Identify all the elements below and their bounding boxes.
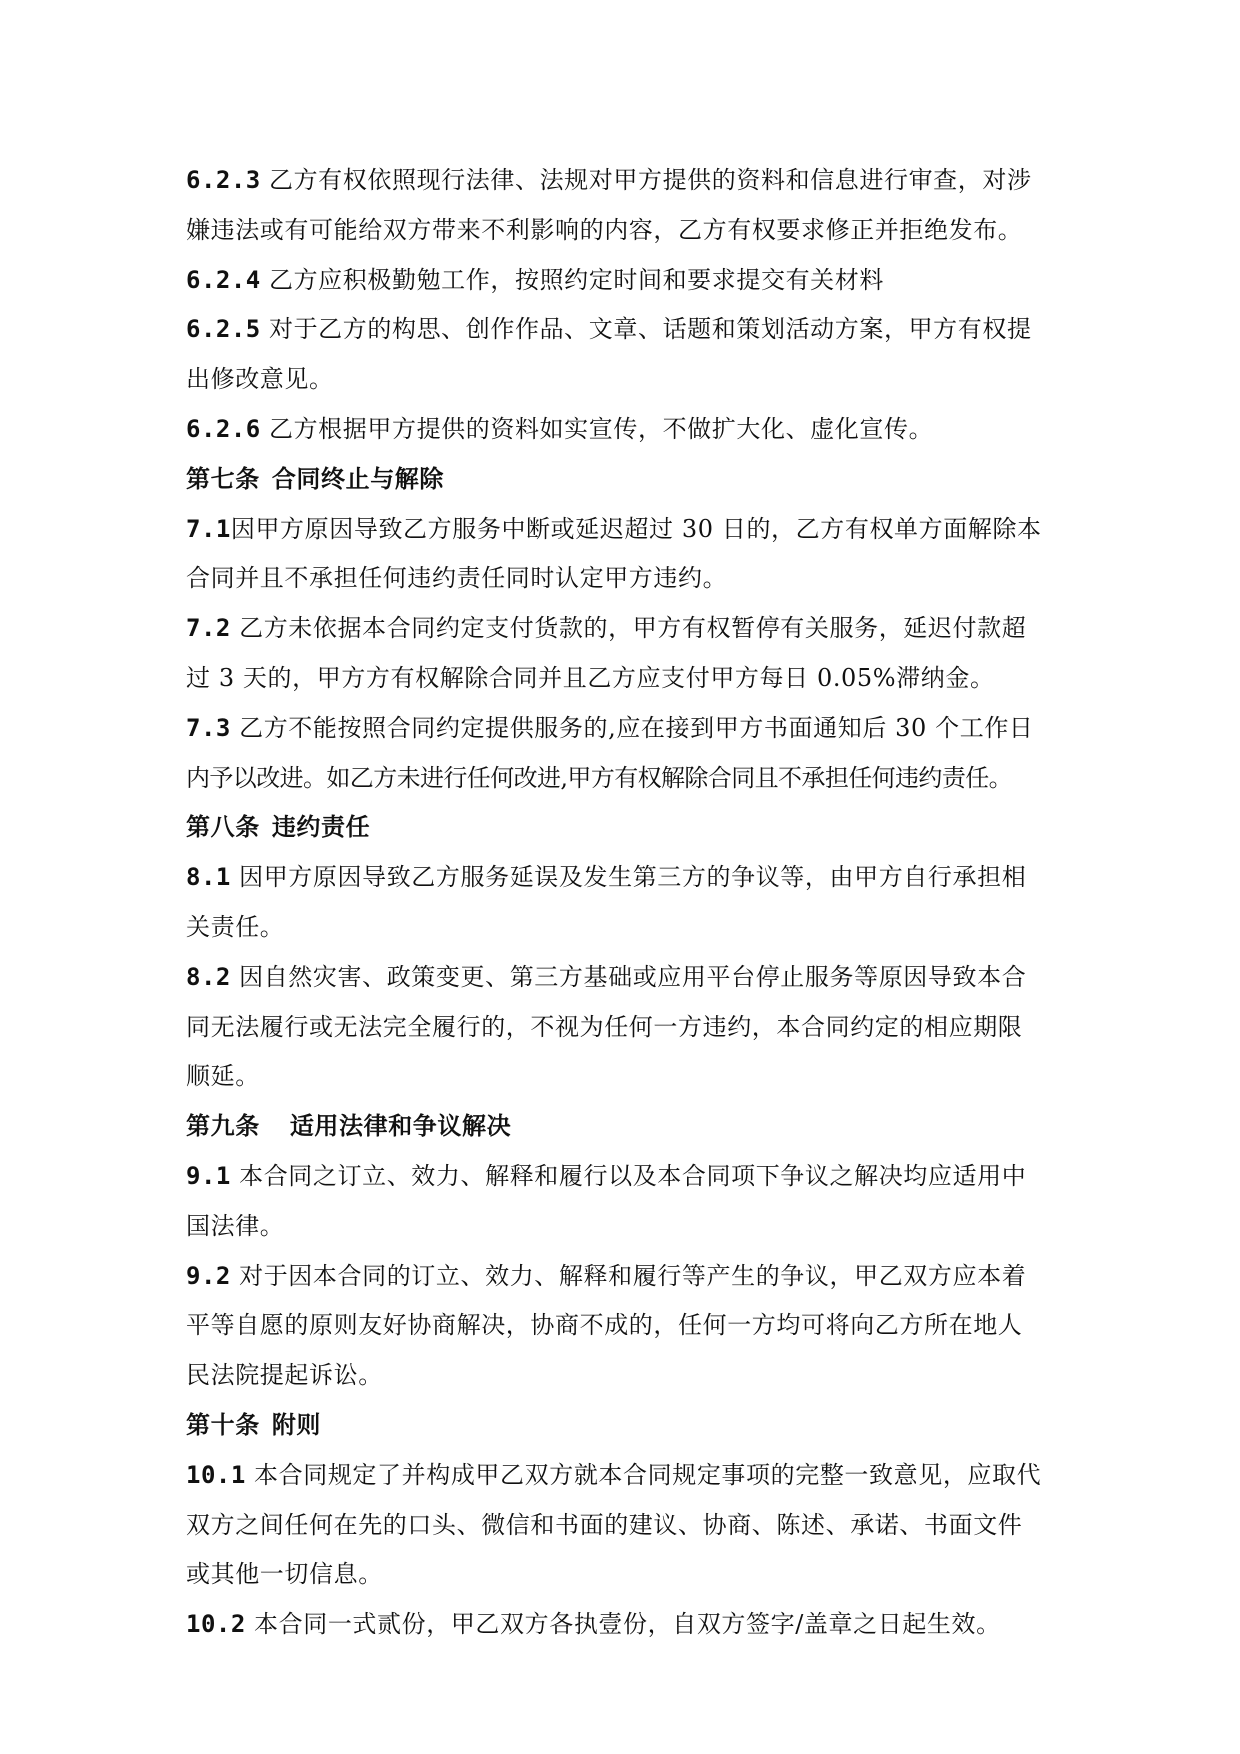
clause-number: 7.2 — [186, 614, 231, 643]
clause-7-2 — [186, 604, 1086, 704]
article-8-heading — [186, 803, 1086, 853]
clause-number: 9.2 — [186, 1261, 231, 1290]
clause-text: 出修改意见。 — [186, 365, 334, 394]
article-7-heading — [186, 455, 1086, 505]
clause-number: 8.2 — [186, 962, 231, 991]
clause-text: 对于乙方的构思、创作作品、文章、话题和策划活动方案，甲方有权提 — [268, 315, 1032, 344]
article-9-heading — [186, 1102, 1086, 1152]
clause-text: 本合同之订立、效力、解释和履行以及本合同项下争议之解决均应适用中 — [239, 1161, 1027, 1190]
clause-text: 国法律。 — [186, 1211, 285, 1240]
clause-7-1 — [186, 505, 1086, 605]
clause-number: 7.1 — [186, 514, 231, 543]
clause-text: 合同并且不承担任何违约责任同时认定甲方违约。 — [186, 564, 728, 593]
clause-9-1 — [186, 1152, 1086, 1252]
clause-text: 乙方有权依照现行法律、法规对甲方提供的资料和信息进行审查，对涉 — [268, 166, 1032, 194]
clause-number: 6.2.3 — [186, 166, 261, 194]
article-title: 违约责任 — [271, 813, 371, 842]
clause-text: 乙方根据甲方提供的资料如实宣传，不做扩大化、虚化宣传。 — [268, 414, 934, 443]
clause-6-2-3 — [186, 156, 1086, 256]
clause-text: 因甲方原因导致乙方服务中断或延迟超过 30 日的，乙方有权单方面解除本 — [230, 514, 1042, 543]
clause-number: 7.3 — [186, 713, 231, 742]
clause-text: 乙方应积极勤勉工作，按照约定时间和要求提交有关材料 — [268, 265, 884, 294]
clause-text: 平等自愿的原则友好协商解决，协商不成的，任何一方均可将向乙方所在地人 — [186, 1311, 1023, 1340]
clause-text: 对于因本合同的订立、效力、解释和履行等产生的争议，甲乙双方应本着 — [239, 1261, 1027, 1290]
article-label: 第七条 — [186, 464, 260, 493]
clause-6-2-4 — [186, 256, 1086, 306]
clause-number: 10.1 — [186, 1460, 246, 1489]
clause-9-2 — [186, 1252, 1086, 1401]
article-label: 第八条 — [186, 813, 260, 842]
clause-number: 6.2.4 — [186, 265, 261, 294]
clause-number: 6.2.5 — [186, 315, 261, 344]
clause-6-2-6 — [186, 405, 1086, 455]
contract-page — [186, 156, 1086, 1650]
clause-6-2-5 — [186, 305, 1086, 405]
clause-text: 顺延。 — [186, 1062, 260, 1091]
clause-number: 10.2 — [186, 1610, 246, 1639]
clause-10-1 — [186, 1451, 1086, 1600]
clause-text: 乙方未依据本合同约定支付货款的，甲方有权暂停有关服务，延迟付款超 — [239, 614, 1027, 643]
clause-number: 8.1 — [186, 863, 231, 892]
clause-number: 6.2.6 — [186, 414, 261, 443]
article-title: 附则 — [271, 1410, 322, 1439]
clause-10-2 — [186, 1600, 1086, 1650]
clause-text: 因甲方原因导致乙方服务延误及发生第三方的争议等，由甲方自行承担相 — [239, 863, 1027, 892]
clause-text: 民法院提起诉讼。 — [186, 1361, 383, 1390]
clause-text: 嫌违法或有可能给双方带来不利影响的内容，乙方有权要求修正并拒绝发布。 — [186, 215, 1023, 244]
clause-8-1 — [186, 853, 1086, 953]
article-label: 第十条 — [186, 1410, 260, 1439]
clause-text: 因自然灾害、政策变更、第三方基础或应用平台停止服务等原因导致本合 — [239, 962, 1027, 991]
article-label: 第九条 — [186, 1112, 260, 1141]
clause-text: 乙方不能按照合同约定提供服务的,应在接到甲方书面通知后 30 个工作日 — [239, 713, 1034, 742]
clause-text: 或其他一切信息。 — [186, 1560, 383, 1589]
clause-text: 本合同规定了并构成甲乙双方就本合同规定事项的完整一致意见，应取代 — [254, 1460, 1042, 1489]
article-10-heading — [186, 1401, 1086, 1451]
clause-text: 同无法履行或无法完全履行的，不视为任何一方违约，本合同约定的相应期限 — [186, 1012, 1023, 1041]
clause-8-2 — [186, 953, 1086, 1102]
clause-number: 9.1 — [186, 1161, 231, 1190]
article-title: 适用法律和争议解决 — [289, 1112, 512, 1141]
clause-text: 关责任。 — [186, 912, 285, 941]
clause-text: 本合同一式贰份，甲乙双方各执壹份，自双方签字/盖章之日起生效。 — [254, 1610, 1001, 1639]
clause-7-3 — [186, 704, 1086, 804]
clause-text: 内予以改进。如乙方未进行任何改进,甲方有权解除合同且不承担任何违约责任。 — [186, 763, 1013, 792]
article-title: 合同终止与解除 — [271, 464, 445, 493]
clause-text: 双方之间任何在先的口头、微信和书面的建议、协商、陈述、承诺、书面文件 — [186, 1510, 1023, 1539]
clause-text: 过 3 天的，甲方方有权解除合同并且乙方应支付甲方每日 0.05%滞纳金。 — [186, 663, 995, 692]
